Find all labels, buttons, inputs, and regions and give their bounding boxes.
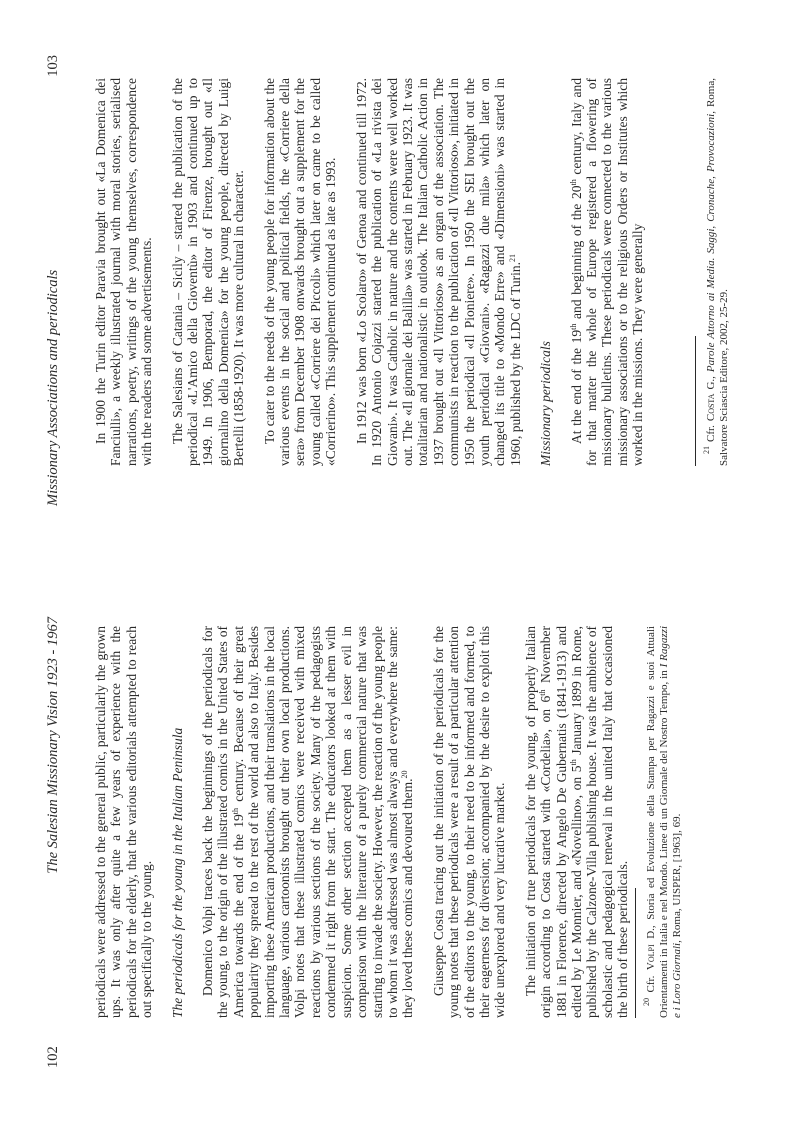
page-number: 103	[45, 55, 61, 77]
right-page	[0, 0, 793, 561]
footnotes	[635, 626, 684, 1018]
paragraph: In 1900 the Turin editor Paravia brought out «La Domenica dei Fanciulli», a weekly illustrated journal with moral stories, serialised narrations, poetry, writings of the young themselves, correspondence with the readers and some advertisements.	[93, 78, 155, 466]
footnote-ref[interactable]: 21	[507, 253, 517, 262]
paragraph: The initiation of true periodicals for the young, of properly Italian origin according to Costa started with «Cordelia», on 6th November 1881 in Florence, directed by Angelo De Gubernatis (1841-1913) and edited by Le Monnier, and «Novellino», on 5th January 1899 in Rome, published by the Calzone-Villa publishing house. It was the ambience of scholastic and pedagogical renewal in the united Italy that occasioned the birth of these periodicals.	[522, 626, 631, 1018]
paragraph: To cater to the needs of the young people for information about the various events in the social and political fields, the «Corriere della sera» from December 1908 onwards brought out a supplement for the young called «Corriere dei Piccoli» which later on came to be called «Corrierino». This supplement continued as late as 1993.	[261, 78, 339, 466]
right-page-body	[93, 78, 646, 466]
footnote: $^{20}$ Cfr. Volpi D., Storia ed Evoluzione della Stampa per Ragazzi e suoi Attuali Orientamenti in Italia e nel Mondo. Linee di un Giornale del Nostro Tempo, in I Ragazzi e i Loro Giornali, Roma, UISPER, [1963], 69.	[642, 625, 683, 1018]
section-heading: Missionary periodicals	[538, 341, 554, 466]
footnote-ref[interactable]: 20	[400, 770, 410, 779]
section-heading: The periodicals for the young in the Italian Peninsula	[169, 727, 185, 1018]
footnote-divider	[695, 336, 696, 466]
page-number: 102	[45, 1046, 61, 1068]
paragraph: periodicals were addressed to the general public, particularly the grown ups. It was only after quite a few years of experience with the periodicals for the elderly, that the various editorials attempted to reach out specifically to the young.	[93, 626, 155, 1018]
left-page-header	[45, 617, 67, 1068]
running-title: Missionary Associations and periodicals	[45, 269, 61, 506]
paragraph: Giuseppe Costa tracing out the initiation of the periodicals for the young notes that these periodicals were a result of a particular attention of the editors to the young, to their need to be informed and formed, to their eagerness for diversion; accompanied by the desire to exploit this wide unexplored and very lucrative market.	[430, 626, 508, 1018]
right-page-header	[45, 55, 67, 506]
paragraph: The Salesians of Catania – Sicily – started the publication of the periodical «L'Amico della Gioventù» in 1903 and continued up to 1949. In 1906, Bemporad, the editor of Firenze, brought out «Il giornalino della Domenica» for the young people, directed by Luigi Bertelli (1858-1920). It was more cultural in character.	[169, 78, 247, 466]
paragraph: In 1912 was born «Lo Scolaro» of Genoa and continued till 1972. In 1920 Antonio Cojazzi started the publication of «La rivista dei Giovani». It was Catholic in nature and the contents were well worked out. The «Il giornale dei Balilla» was started in February 1923. It was totalitarian and nationalistic in outlook. The Italian Catholic Action in 1937 brought out «Il Vittorioso» as an organ of the association. The communists in reaction to the publication of «Il Vittorioso», initiated in 1950 the periodical «Il Pioniere». In 1950 the SEI brought out the youth periodical «Giovani». «Ragazzi due mila» which later on changed its title to «Mondo Erre» and «Dimensioni» was started in 1960, published by the LDC of Turin.$^{21}$	[353, 78, 523, 466]
footnote: $^{21}$ Cfr. Costa G., Parole Attorno ai Media. Saggi, Cronache, Provocazioni, Roma, Salvatore Sciascia Editore, 2002, 25-29.	[702, 78, 730, 466]
left-page	[0, 562, 793, 1123]
footnotes	[695, 78, 731, 466]
footnote-divider	[635, 888, 636, 1018]
paragraph: Domenico Volpi traces back the beginnings of the periodicals for the young, to the origin of the illustrated comics in the United States of America towards the end of the 19th century. Because of their great popularity they spread to the rest of the world and also to Italy. Besides importing these American productions, and their translations in the local language, various cartoonists brought out their own local productions. Volpi notes that these illustrated comics were received with mixed reactions by various sections of the society. Many of the pedagogists condemned it right from the start. The educators looked at them with suspicion. Some other section accepted them as a lesser evil in comparison with the literature of a purely commercial nature that was starting to invade the society. However, the reaction of the young people to whom it was addressed was almost always and everywhere the same: they loved these comics and devoured them.$^{20}$	[200, 626, 416, 1018]
left-page-body	[93, 626, 631, 1018]
paragraph: At the end of the 19th and beginning of the 20th century, Italy and for that matter the whole of Europe registered a flowering of missionary bulletins. These periodicals were connected to the various missionary associations or to the religious Orders or Institutes which worked in the missions. They were generally	[568, 78, 646, 466]
running-title: The Salesian Missionary Vision 1923 - 1967	[45, 617, 61, 874]
